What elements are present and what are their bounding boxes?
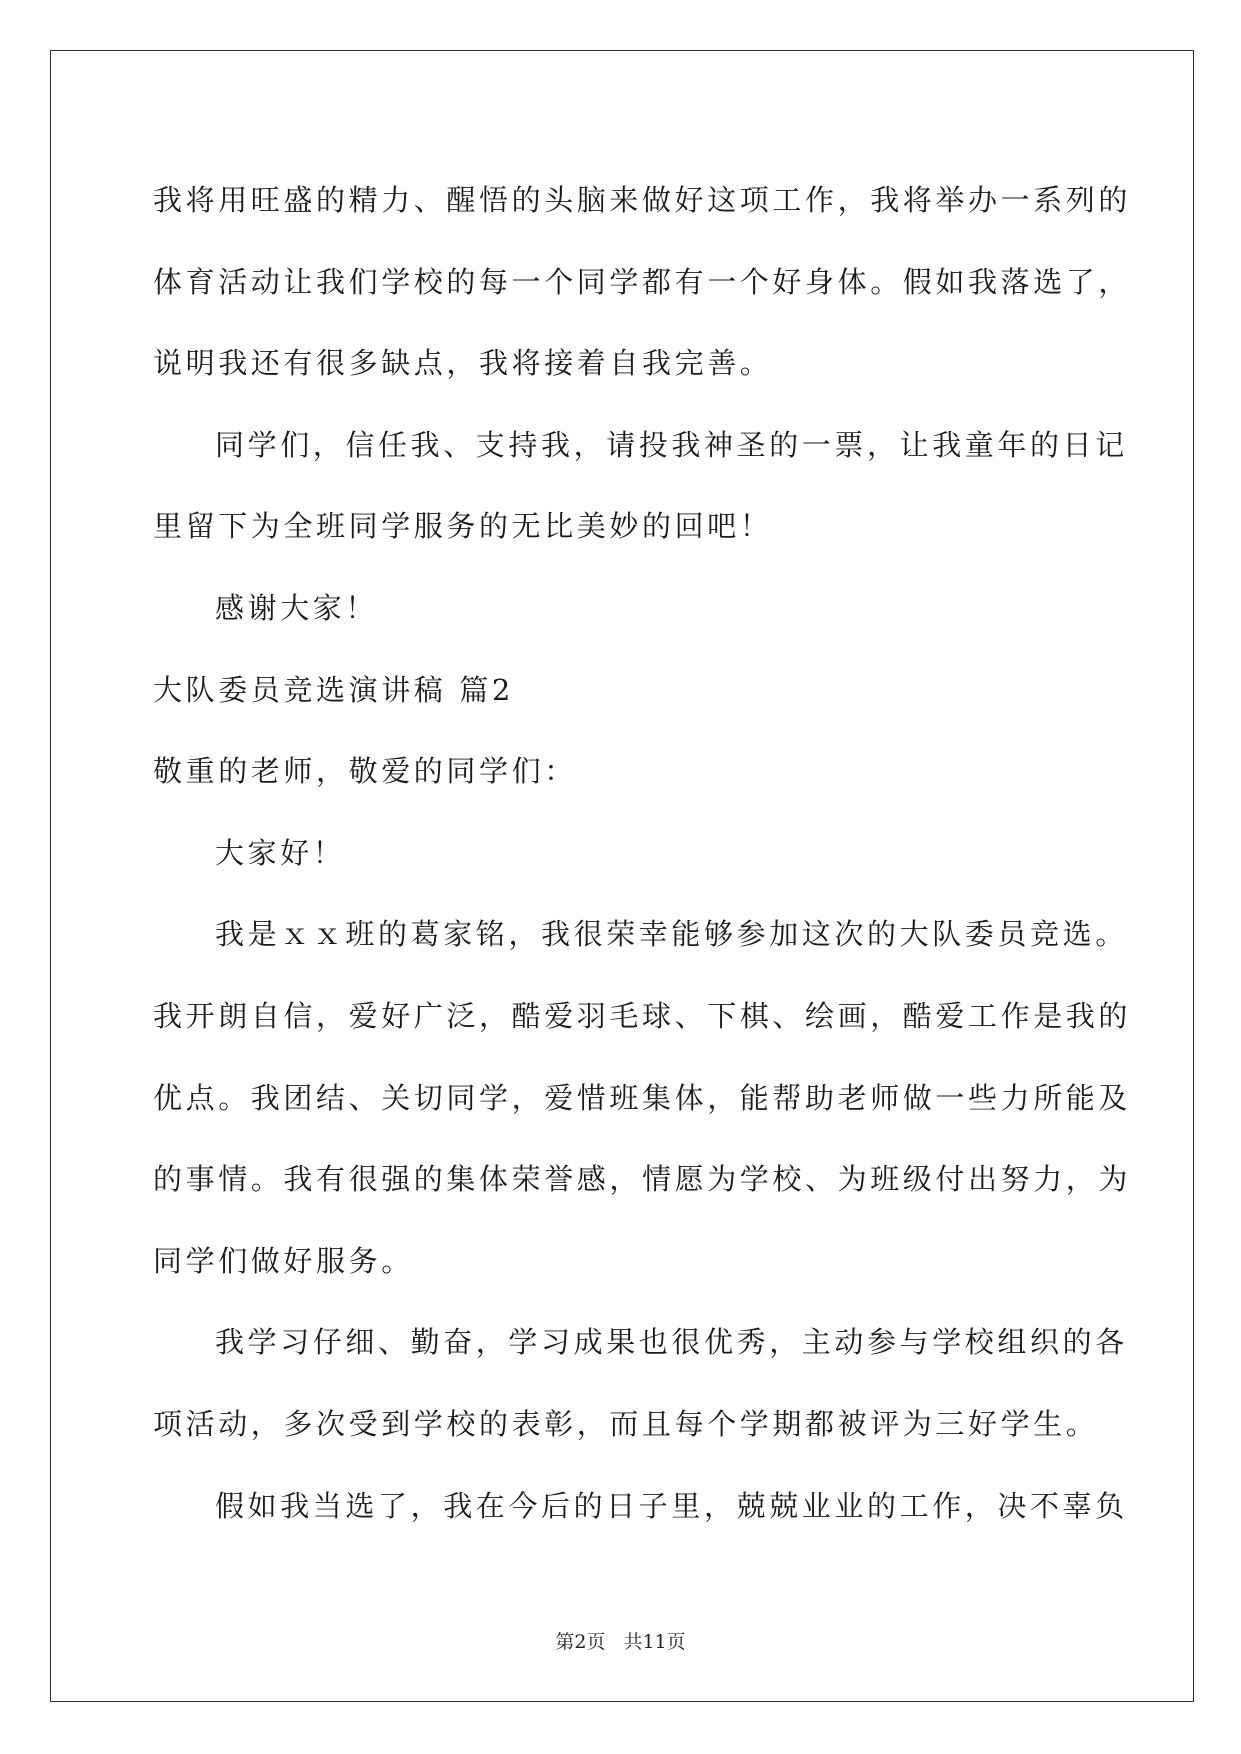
- text-line: 体育活动让我们学校的每一个同学都有一个好身体。假如我落选了，: [153, 264, 1132, 299]
- text-line: 优点。我团结、关切同学，爱惜班集体，能帮助老师做一些力所能及: [153, 1080, 1132, 1115]
- text-line: 同学们做好服务。: [153, 1243, 414, 1278]
- text-line: 感谢大家！: [215, 590, 379, 625]
- page-footer: [0, 1630, 1241, 1654]
- text-line: 我将用旺盛的精力、醒悟的头脑来做好这项工作，我将举办一系列的: [153, 183, 1132, 217]
- text-line: 的事情。我有很强的集体荣誉感，情愿为学校、为班级付出努力，为: [153, 1162, 1132, 1197]
- total-pages: 共11页: [623, 1631, 686, 1653]
- text-line: 假如我当选了，我在今后的日子里，兢兢业业的工作，决不辜负: [215, 1488, 1128, 1523]
- text-line: 我是ｘｘ班的葛家铭，我很荣幸能够参加这次的大队委员竞选。: [215, 917, 1128, 952]
- document-body: [153, 160, 1132, 1547]
- text-line: 项活动，多次受到学校的表彰，而且每个学期都被评为三好学生。: [153, 1406, 1099, 1441]
- text-line: 同学们，信任我、支持我，请投我神圣的一票，让我童年的日记: [215, 427, 1128, 462]
- salutation: 敬重的老师，敬爱的同学们：: [153, 754, 577, 789]
- text-line: 里留下为全班同学服务的无比美妙的回吧！: [153, 509, 773, 544]
- page-number: 第2页: [555, 1631, 606, 1653]
- text-line: 我开朗自信，爱好广泛，酷爱羽毛球、下棋、绘画，酷爱工作是我的: [153, 998, 1132, 1033]
- text-line: 我学习仔细、勤奋，学习成果也很优秀，主动参与学校组织的各: [215, 1325, 1128, 1360]
- section-heading: 大队委员竞选演讲稿 篇2: [153, 672, 514, 707]
- greeting: 大家好！: [215, 835, 346, 870]
- text-line: 说明我还有很多缺点，我将接着自我完善。: [153, 346, 773, 381]
